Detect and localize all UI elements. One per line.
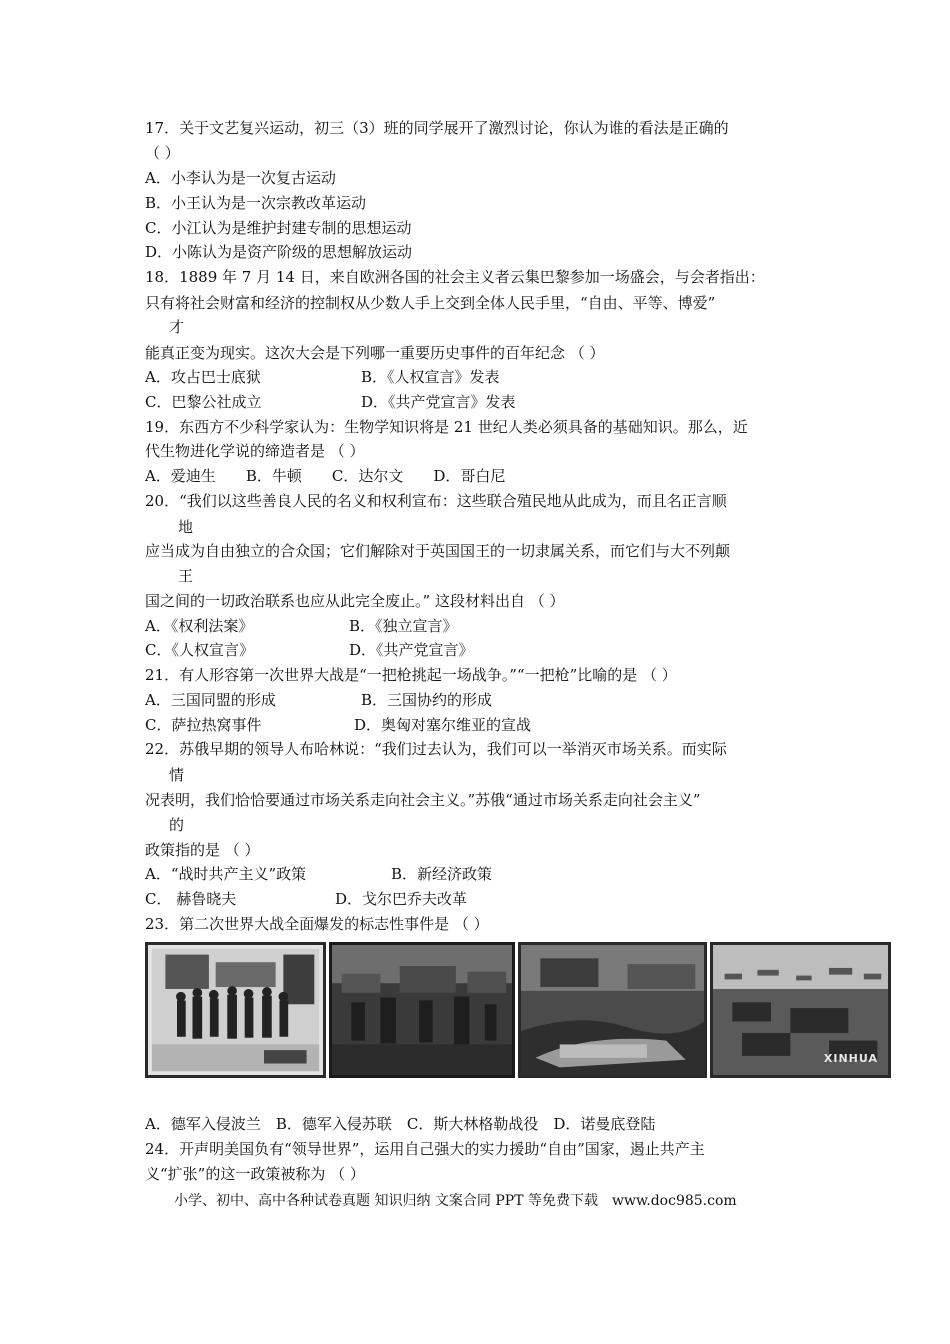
q21-option-b: B．三国协约的形成: [361, 691, 493, 709]
q18-stem-line1: 18．1889 年 7 月 14 日，来自欧洲各国的社会主义者云集巴黎参加一场盛会，与会者指出：: [145, 268, 765, 286]
q20-option-b: B．《独立宣言》: [349, 617, 458, 635]
q24-stem-line2: 义“扩张”的这一政策被称为 （ ）: [145, 1165, 365, 1183]
troops-photo-image: [332, 945, 512, 1075]
q23-photo-4-caption: XINHUA: [823, 1052, 878, 1065]
q21-option-d: D．奥匈对塞尔维亚的宣战: [354, 716, 532, 734]
q23-photo-4: [710, 942, 891, 1078]
q17-option-d: D．小陈认为是资产阶级的思想解放运动: [145, 243, 413, 261]
q23-options: A．德军入侵波兰 B．德军入侵苏联 C．斯大林格勒战役 D．诺曼底登陆: [145, 1115, 656, 1133]
q22-option-b: B．新经济政策: [391, 865, 493, 883]
q17-option-a: A．小李认为是一次复古运动: [145, 169, 336, 187]
q18-stem-line2: 只有将社会财富和经济的控制权从少数人手上交到全体人民手里，“自由、平等、博爱”: [145, 294, 716, 312]
q22-stem-line4: 的: [169, 816, 185, 834]
q17-stem-line2: （ ）: [145, 144, 180, 162]
q23-photo-3: [518, 942, 707, 1078]
q20-option-c: C．《人权宣言》: [145, 641, 254, 659]
q19-options: A．爱迪生 B．牛顿 C．达尔文 D．哥白尼: [145, 467, 506, 485]
q22-option-c: C． 赫鲁晓夫: [145, 890, 237, 908]
battlefield-photo-image: [521, 945, 704, 1075]
q23-photo-1: [145, 942, 326, 1078]
q24-stem-line1: 24．开声明美国负有“领导世界”，运用自己强大的实力援助“自由”国家，遏止共产主: [145, 1140, 705, 1158]
q17-option-b: B．小王认为是一次宗教改革运动: [145, 194, 367, 212]
q21-option-c: C．萨拉热窝事件: [145, 716, 262, 734]
q17-stem-line1: 17．关于文艺复兴运动，初三（3）班的同学展开了激烈讨论，你认为谁的看法是正确的: [145, 119, 729, 137]
q22-stem-line2: 情: [169, 766, 185, 784]
q22-stem-line5: 政策指的是 （ ）: [145, 841, 260, 859]
q22-stem-line3: 况表明，我们恰恰要通过市场关系走向社会主义。”苏俄“通过市场关系走向社会主义”: [145, 791, 701, 809]
q21-stem-line1: 21．有人形容第一次世界大战是“一把枪挑起一场战争。”“一把枪”比喻的是 （ ）: [145, 666, 677, 684]
q22-option-a: A．“战时共产主义”政策: [145, 865, 307, 883]
q19-stem-line1: 19．东西方不少科学家认为：生物学知识将是 21 世纪人类必须具备的基础知识。那么，近: [145, 418, 748, 436]
soldiers-photo-image: [148, 945, 323, 1075]
q20-stem-line5: 国之间的一切政治联系也应从此完全废止。” 这段材料出自 （ ）: [145, 592, 565, 610]
q18-option-b: B．《人权宣言》发表: [361, 368, 500, 386]
q20-stem-line1: 20．“我们以这些善良人民的名义和权利宣布：这些联合殖民地从此成为，而且名正言顺: [145, 492, 727, 510]
q22-stem-line1: 22．苏俄早期的领导人布哈林说：“我们过去认为，我们可以一举消灭市场关系。而实际: [145, 740, 727, 758]
q20-stem-line2: 地: [178, 518, 194, 536]
q18-option-a: A．攻占巴士底狱: [145, 368, 261, 386]
page-footer: 小学、初中、高中各种试卷真题 知识归纳 文案合同 PPT 等免费下载 www.doc985.com: [174, 1193, 737, 1209]
q18-stem-line4: 能真正变为现实。这次大会是下列哪一重要历史事件的百年纪念 （ ）: [145, 344, 605, 362]
q19-stem-line2: 代生物进化学说的缔造者是 （ ）: [145, 442, 365, 460]
q18-option-d: D．《共产党宣言》发表: [361, 393, 516, 411]
q18-stem-line3: 才: [169, 318, 185, 336]
q20-stem-line4: 王: [178, 567, 194, 585]
q20-option-a: A．《权利法案》: [145, 617, 254, 635]
q20-stem-line3: 应当成为自由独立的合众国；它们解除对于英国国王的一切隶属关系，而它们与大不列颠: [145, 542, 731, 560]
q22-option-d: D．戈尔巴乔夫改革: [335, 890, 468, 908]
q23-photo-2: [329, 942, 515, 1078]
q23-photo-strip: [145, 942, 891, 1078]
q21-option-a: A．三国同盟的形成: [145, 691, 276, 709]
q20-option-d: D．《共产党宣言》: [349, 641, 474, 659]
q17-option-c: C．小江认为是维护封建专制的思想运动: [145, 219, 412, 237]
q23-stem-line1: 23．第二次世界大战全面爆发的标志性事件是 （ ）: [145, 915, 489, 933]
q18-option-c: C．巴黎公社成立: [145, 393, 262, 411]
